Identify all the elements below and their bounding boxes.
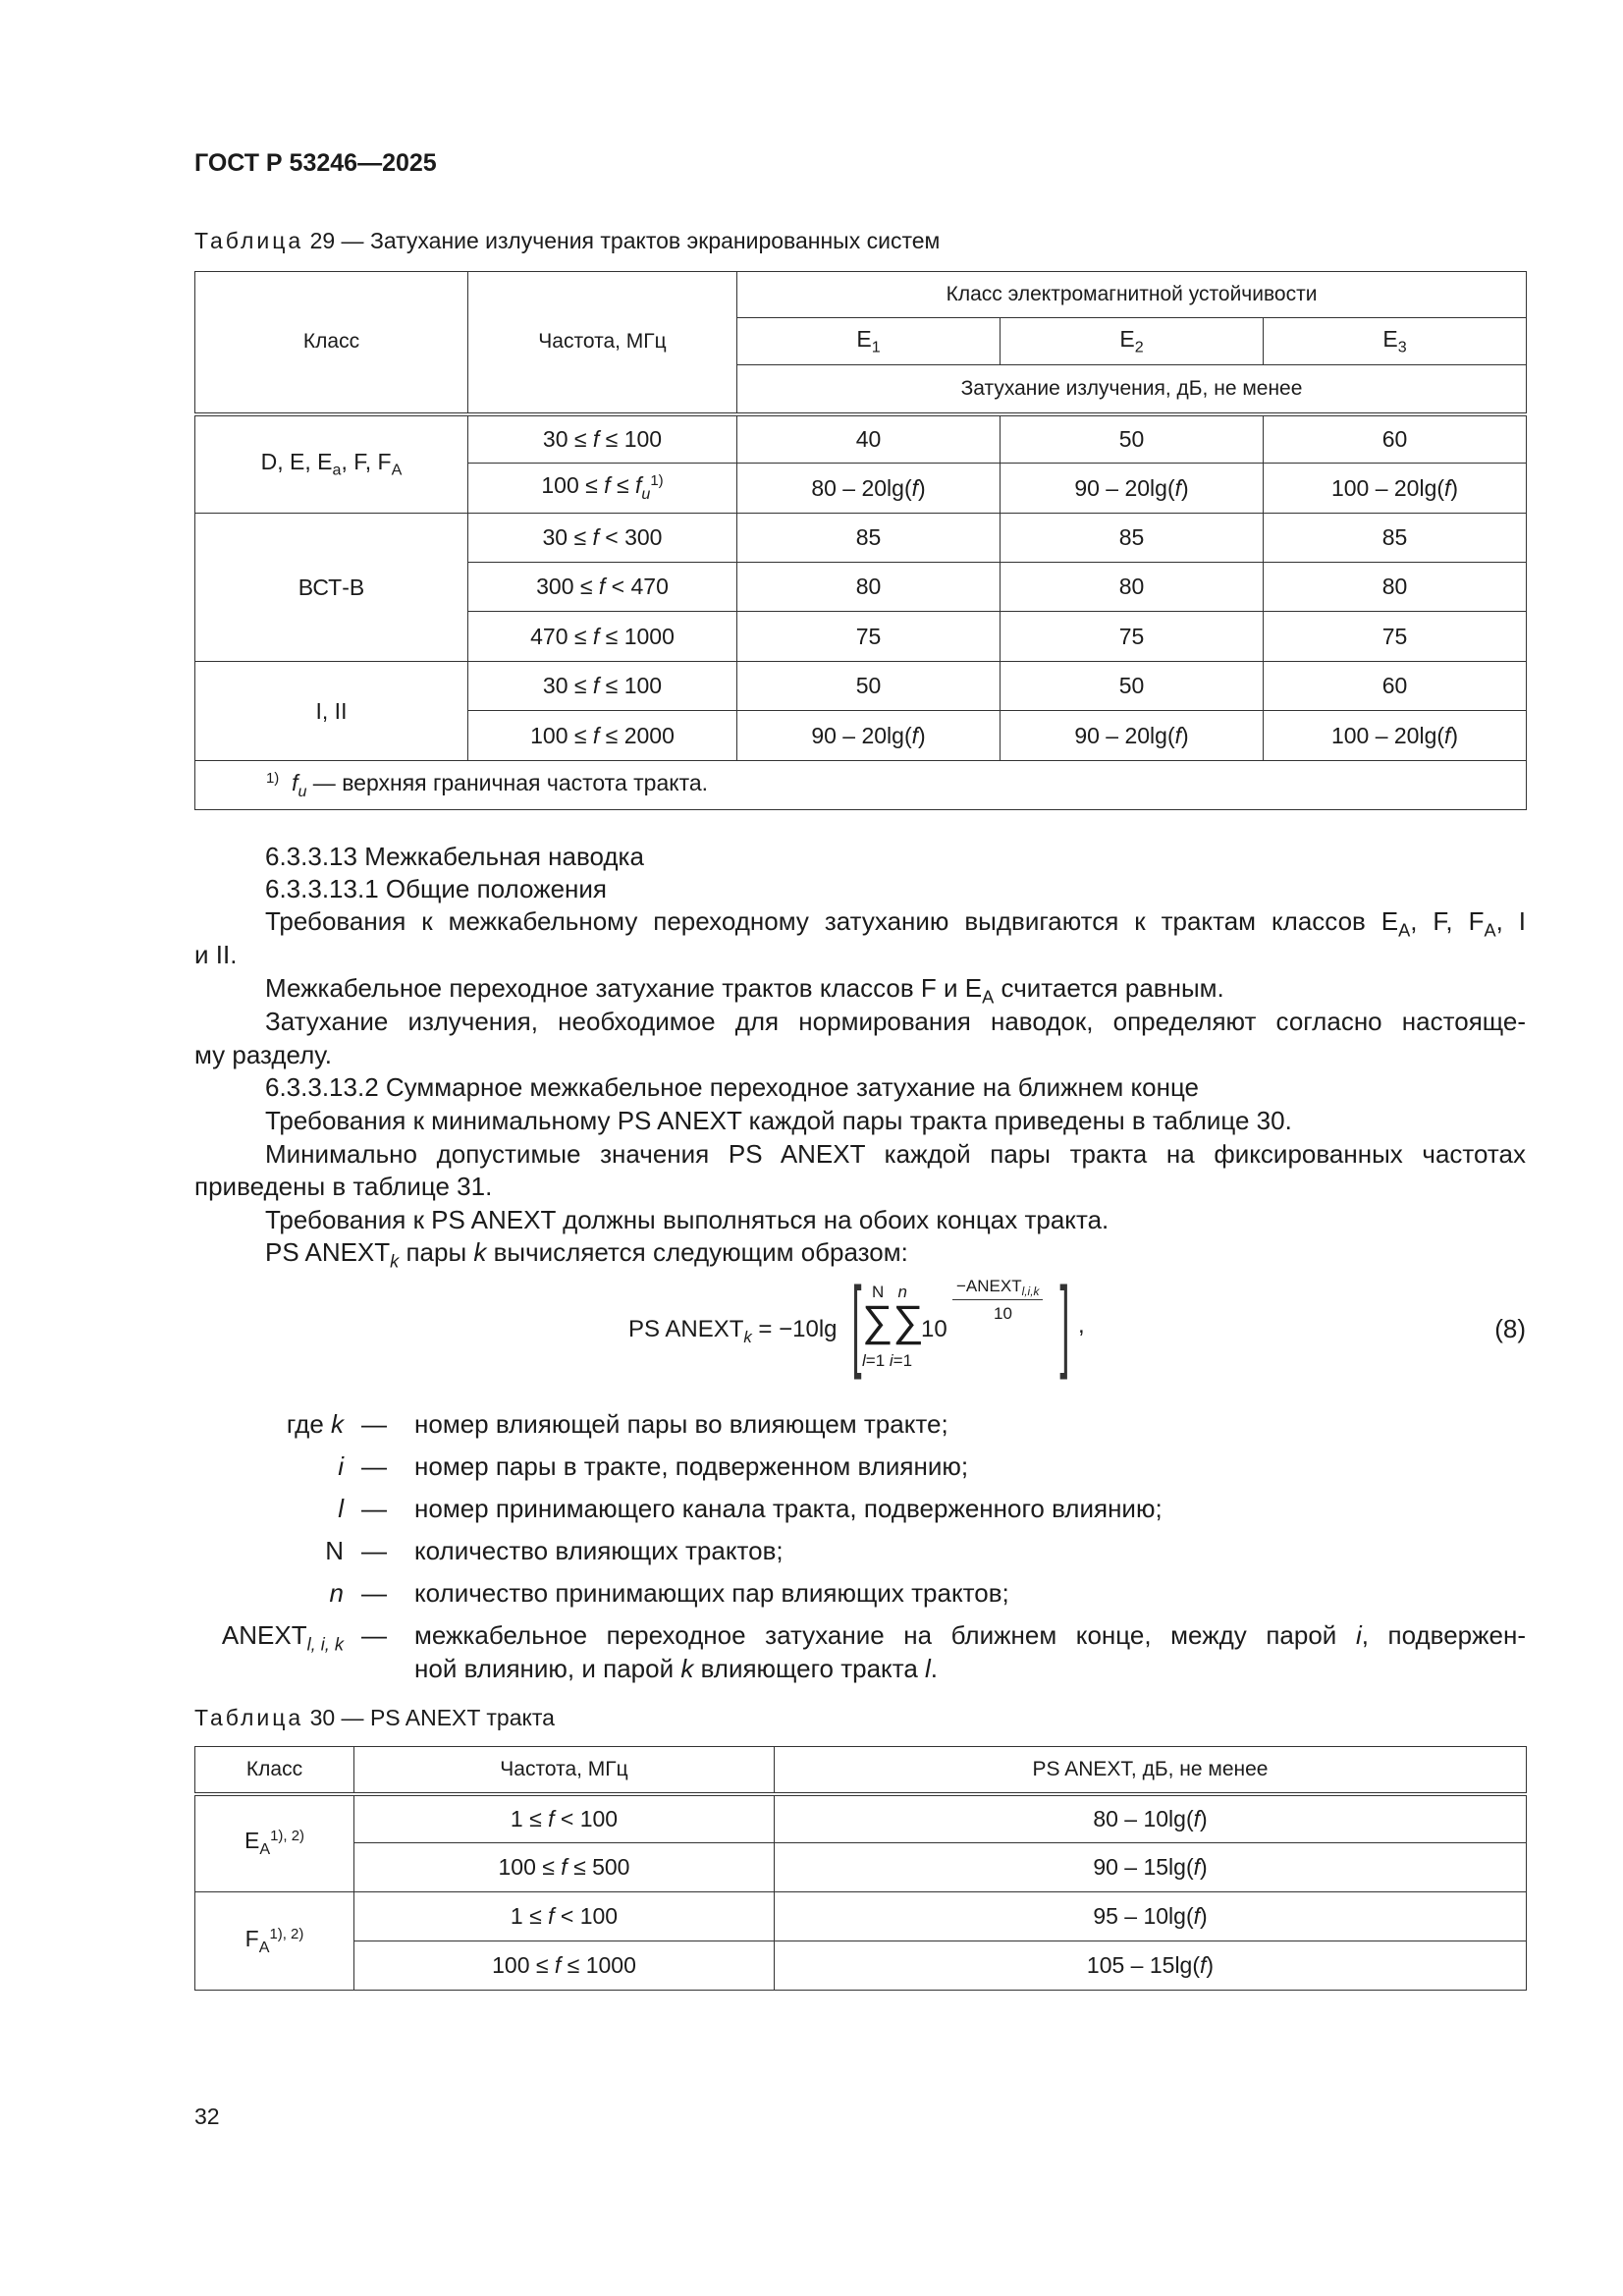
table-row	[195, 414, 1527, 464]
table30-value-cell: 90 – 15lg(f)	[775, 1843, 1527, 1892]
paragraph: му разделу.	[194, 1040, 332, 1069]
table-row	[195, 514, 1527, 563]
paragraph: Межкабельное переходное затухание трактов классов F и $E_A$ считается равным.	[265, 973, 1224, 1008]
table29-caption-text: 29 — Затухание излучения трактов экранированных систем	[309, 228, 941, 253]
table29-value-cell: 85	[737, 514, 1001, 563]
definition-term: i	[338, 1451, 344, 1481]
table30-freq-cell: 1 ≤ f < 100	[354, 1794, 775, 1843]
table-row	[195, 1892, 1527, 1941]
formula-comma: ,	[1078, 1312, 1085, 1339]
table29-value-cell: 85	[1001, 514, 1264, 563]
paragraph: Требования к PS ANEXT должны выполняться на обоих концах тракта.	[265, 1205, 1109, 1234]
table29-value-cell: 90 – 20lg(f)	[737, 711, 1001, 761]
definition-item	[0, 1536, 1623, 1569]
definition-text-continued: ной влиянию, и парой k влияющего тракта l.	[414, 1654, 939, 1683]
formula-upper-limit: N n	[872, 1283, 907, 1301]
table29-freq-cell: 30 ≤ f ≤ 100	[468, 662, 737, 711]
formula-exponent-denominator: 10	[994, 1304, 1012, 1323]
table29-value-cell: 80	[1001, 563, 1264, 612]
table29-freq-cell: 30 ≤ f ≤ 100	[468, 414, 737, 464]
table29-value-cell: 80 – 20lg(f)	[737, 464, 1001, 514]
table-row	[195, 662, 1527, 711]
table30-freq-cell: 100 ≤ f ≤ 1000	[354, 1941, 775, 1991]
table29-freq-cell: 300 ≤ f < 470	[468, 563, 737, 612]
paragraph: 6.3.3.13 Межкабельная наводка	[265, 842, 644, 871]
table30-caption-text: 30 — PS ANEXT тракта	[309, 1705, 555, 1730]
table30-class-cell: $E_A^{1), 2)}$	[195, 1794, 354, 1892]
table29-head-freq: Частота, МГц	[468, 272, 737, 414]
definition-dash: —	[361, 1494, 387, 1523]
formula-8	[628, 1267, 1526, 1390]
table29-head-attenuation: Затухание излучения, дБ, не менее	[737, 365, 1527, 414]
table30-head-class: Класс	[195, 1747, 354, 1794]
table29-value-cell: 75	[737, 612, 1001, 662]
table29-class-cell: I, II	[195, 662, 468, 761]
definition-item	[0, 1494, 1623, 1527]
table30-head-value: PS ANEXT, дБ, не менее	[775, 1747, 1527, 1794]
definition-text: номер пары в тракте, подверженном влиянию;	[414, 1451, 969, 1481]
definition-term: l	[338, 1494, 344, 1523]
table29-class-cell: ВСТ-В	[195, 514, 468, 662]
table29-value-cell: 40	[737, 414, 1001, 464]
definition-item	[0, 1409, 1623, 1443]
definition-dash: —	[361, 1620, 387, 1650]
table29-value-cell: 100 – 20lg(f)	[1264, 464, 1527, 514]
table29-freq-cell: 470 ≤ f ≤ 1000	[468, 612, 737, 662]
table30-caption-label: Таблица	[194, 1705, 304, 1730]
table29-value-cell: 50	[1001, 414, 1264, 464]
definition-text: межкабельное переходное затухание на ближнем конце, между парой i, подвержен-	[414, 1620, 1526, 1650]
table29-freq-cell: $100 \le f \le f_u^{1)}$	[468, 464, 737, 514]
table29-caption-label: Таблица	[194, 228, 304, 253]
definition-term: n	[329, 1578, 344, 1608]
table29-value-cell: 60	[1264, 414, 1527, 464]
table29-class-cell: D, E, $E_a$, F, $F_A$	[195, 414, 468, 514]
table29-caption	[194, 228, 940, 254]
definition-dash: —	[361, 1451, 387, 1481]
table29-value-cell: 50	[737, 662, 1001, 711]
table30-class-cell: $F_A^{1), 2)}$	[195, 1892, 354, 1991]
table30-caption	[194, 1705, 555, 1731]
definition-dash: —	[361, 1578, 387, 1608]
paragraph: Требования к межкабельному переходному затуханию выдвигаются к трактам классов $E_A$, F, $F_A$, I	[265, 906, 1527, 941]
table30-value-cell: 80 – 10lg(f)	[775, 1794, 1527, 1843]
table29-head-e2: $E_2$	[1001, 318, 1264, 365]
table29-value-cell: 80	[737, 563, 1001, 612]
definition-text: количество принимающих пар влияющих трактов;	[414, 1578, 1009, 1608]
definition-item	[0, 1578, 1623, 1612]
paragraph: приведены в таблице 31.	[194, 1172, 493, 1201]
formula-right-bracket: ]	[1059, 1267, 1070, 1381]
table29-value-cell: 75	[1001, 612, 1264, 662]
definition-dash: —	[361, 1536, 387, 1565]
definition-text: количество влияющих трактов;	[414, 1536, 784, 1565]
document-header: ГОСТ Р 53246—2025	[194, 149, 437, 177]
table29	[194, 271, 1527, 810]
definition-term: где k	[286, 1409, 344, 1439]
formula-left-bracket: [	[851, 1267, 862, 1381]
definition-term: $ANEXT_{l, i, k}$	[221, 1620, 344, 1655]
table30	[194, 1746, 1527, 1991]
table-row	[195, 1941, 1527, 1991]
table30-value-cell: 95 – 10lg(f)	[775, 1892, 1527, 1941]
table-row	[195, 1794, 1527, 1843]
table-row	[195, 1843, 1527, 1892]
table29-head-emc-class: Класс электромагнитной устойчивости	[737, 272, 1527, 318]
table29-freq-cell: 100 ≤ f ≤ 2000	[468, 711, 737, 761]
table30-freq-cell: 100 ≤ f ≤ 500	[354, 1843, 775, 1892]
table29-freq-cell: 30 ≤ f < 300	[468, 514, 737, 563]
table29-value-cell: 85	[1264, 514, 1527, 563]
paragraph: Минимально допустимые значения PS ANEXT каждой пары тракта на фиксированных частотах	[265, 1139, 1526, 1169]
definition-term: N	[325, 1536, 344, 1565]
formula-base: 10	[921, 1316, 947, 1342]
formula-lower-limit: l=1 i=1	[862, 1351, 913, 1370]
paragraph: 6.3.3.13.1 Общие положения	[265, 874, 608, 903]
paragraph: Затухание излучения, необходимое для нормирования наводок, определяют согласно настояще-	[265, 1007, 1526, 1036]
page-number: 32	[194, 2104, 220, 2129]
formula-number: (8)	[1494, 1314, 1526, 1343]
table30-freq-cell: 1 ≤ f < 100	[354, 1892, 775, 1941]
paragraph: PS $ANEXT_k$ пары k вычисляется следующим образом:	[265, 1237, 908, 1272]
table29-head-e3: $E_3$	[1264, 318, 1527, 365]
formula-lhs: PS $ANEXT_k = -10\lg$	[628, 1316, 838, 1346]
table30-value-cell: 105 – 15lg(f)	[775, 1941, 1527, 1991]
definition-text: номер принимающего канала тракта, подверженного влиянию;	[414, 1494, 1163, 1523]
table30-head-freq: Частота, МГц	[354, 1747, 775, 1794]
table29-value-cell: 100 – 20lg(f)	[1264, 711, 1527, 761]
formula-sigma: ∑∑	[862, 1297, 924, 1345]
paragraph: 6.3.3.13.2 Суммарное межкабельное переходное затухание на ближнем конце	[265, 1072, 1200, 1102]
table29-value-cell: 90 – 20lg(f)	[1001, 711, 1264, 761]
formula-exponent-numerator: $-ANEXT_{l,i,k}$	[952, 1277, 1043, 1300]
table29-value-cell: 90 – 20lg(f)	[1001, 464, 1264, 514]
definition-item	[0, 1620, 1623, 1689]
table29-value-cell: 60	[1264, 662, 1527, 711]
paragraph: Требования к минимальному PS ANEXT каждой пары тракта приведены в таблице 30.	[265, 1106, 1292, 1135]
table29-footnote: $^{1)}$ $f_u$ — верхняя граничная частота тракта.	[195, 761, 1527, 810]
table29-value-cell: 50	[1001, 662, 1264, 711]
table29-head-e1: $E_1$	[737, 318, 1001, 365]
definition-text: номер влияющей пары во влияющем тракте;	[414, 1409, 948, 1439]
table29-value-cell: 75	[1264, 612, 1527, 662]
table29-head-class: Класс	[195, 272, 468, 414]
table29-value-cell: 80	[1264, 563, 1527, 612]
definition-dash: —	[361, 1409, 387, 1439]
definition-item	[0, 1451, 1623, 1485]
paragraph: и II.	[194, 940, 238, 969]
